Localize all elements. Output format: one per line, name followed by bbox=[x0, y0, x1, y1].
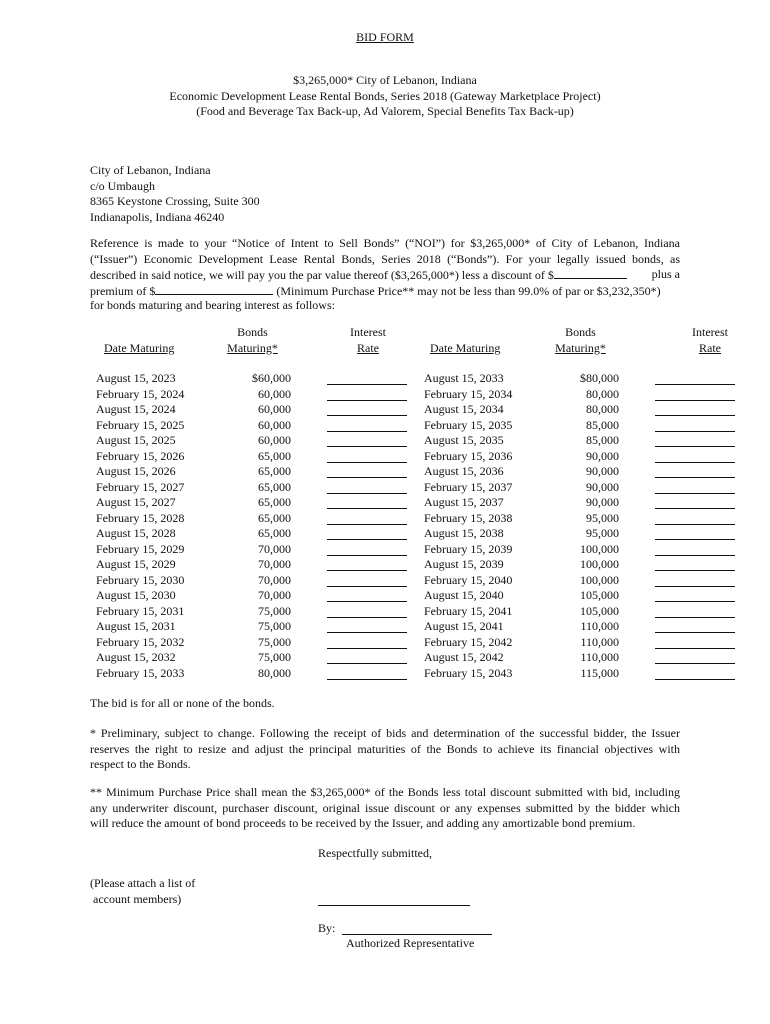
maturity-row bbox=[418, 495, 765, 511]
maturity-amount: 95,000 bbox=[586, 526, 619, 540]
bonds-header-top: Bonds bbox=[565, 325, 596, 339]
subject-line-3: (Food and Beverage Tax Back-up, Ad Valorem, Special Benefits Tax Back-up) bbox=[196, 104, 574, 118]
maturity-date: August 15, 2033 bbox=[424, 371, 504, 385]
maturity-amount: 60,000 bbox=[258, 433, 291, 447]
maturity-rows-right bbox=[418, 371, 765, 681]
maturity-date: February 15, 2031 bbox=[96, 603, 185, 618]
maturity-row bbox=[418, 402, 765, 418]
maturity-amount: $60,000 bbox=[252, 371, 291, 385]
interest-rate-blank[interactable] bbox=[327, 573, 407, 587]
maturity-row bbox=[418, 588, 765, 604]
maturity-row bbox=[90, 650, 437, 666]
discount-blank[interactable] bbox=[554, 267, 627, 279]
footnote-1-line-2: reserves the right to resize and adjust the principal maturities of the Bonds to achieve its financial objectives with bbox=[90, 741, 680, 756]
address-line-2: c/o Umbaugh bbox=[90, 178, 155, 193]
maturity-date: February 15, 2028 bbox=[96, 510, 185, 525]
rate-header-bottom: Rate bbox=[357, 340, 379, 355]
maturity-amount: 65,000 bbox=[258, 510, 291, 525]
interest-rate-blank[interactable] bbox=[655, 418, 735, 432]
interest-rate-blank[interactable] bbox=[327, 619, 407, 633]
maturity-amount: 110,000 bbox=[580, 650, 619, 664]
authorized-representative-label: Authorized Representative bbox=[346, 936, 475, 950]
date-header: Date Maturing bbox=[104, 340, 175, 355]
maturity-amount: 65,000 bbox=[258, 448, 291, 463]
interest-rate-blank[interactable] bbox=[327, 666, 407, 680]
maturity-row bbox=[90, 495, 437, 511]
interest-rate-blank[interactable] bbox=[327, 449, 407, 463]
maturity-date: August 15, 2039 bbox=[424, 557, 504, 571]
reference-line-4-text: premium of $ bbox=[90, 283, 156, 298]
footnote-1-line-1: * Preliminary, subject to change. Following the receipt of bids and determination of the successful bidder, the Issuer bbox=[90, 726, 680, 740]
maturity-amount: 90,000 bbox=[586, 495, 619, 509]
maturity-amount: 100,000 bbox=[580, 572, 619, 587]
bonds-header-bottom: Maturing* bbox=[227, 340, 278, 355]
maturity-date: February 15, 2024 bbox=[96, 386, 185, 401]
maturity-date: February 15, 2041 bbox=[424, 603, 513, 618]
maturity-date: August 15, 2040 bbox=[424, 588, 504, 602]
interest-rate-blank[interactable] bbox=[655, 604, 735, 618]
maturity-row bbox=[418, 604, 765, 620]
date-header: Date Maturing bbox=[430, 340, 501, 355]
all-or-none-statement bbox=[90, 696, 680, 712]
maturity-rows-left bbox=[90, 371, 437, 681]
maturity-row bbox=[418, 619, 765, 635]
interest-rate-blank[interactable] bbox=[655, 511, 735, 525]
maturity-amount: 85,000 bbox=[586, 433, 619, 447]
attach-line-1: (Please attach a list of bbox=[90, 876, 196, 890]
reference-line-3-end: plus a bbox=[651, 267, 680, 281]
interest-rate-blank[interactable] bbox=[327, 387, 407, 401]
interest-rate-blank[interactable] bbox=[655, 402, 735, 416]
maturity-row bbox=[418, 418, 765, 434]
maturity-amount: 80,000 bbox=[586, 402, 619, 416]
interest-rate-blank[interactable] bbox=[327, 557, 407, 571]
maturity-row bbox=[90, 511, 437, 527]
maturity-row bbox=[90, 464, 437, 480]
interest-rate-blank[interactable] bbox=[655, 557, 735, 571]
maturity-amount: 70,000 bbox=[258, 541, 291, 556]
maturity-row bbox=[418, 449, 765, 465]
maturity-amount: 65,000 bbox=[258, 464, 291, 478]
maturity-amount: 70,000 bbox=[258, 557, 291, 571]
interest-rate-blank[interactable] bbox=[327, 402, 407, 416]
maturity-date: February 15, 2040 bbox=[424, 572, 513, 587]
maturity-amount: 100,000 bbox=[580, 541, 619, 556]
maturity-row bbox=[418, 480, 765, 496]
maturity-date: August 15, 2042 bbox=[424, 650, 504, 664]
interest-rate-blank[interactable] bbox=[655, 526, 735, 540]
maturity-row bbox=[90, 666, 437, 682]
maturity-row bbox=[90, 604, 437, 620]
interest-rate-blank[interactable] bbox=[327, 588, 407, 602]
maturity-amount: 70,000 bbox=[258, 572, 291, 587]
maturity-row bbox=[418, 371, 765, 387]
maturity-date: August 15, 2036 bbox=[424, 464, 504, 478]
interest-rate-blank[interactable] bbox=[655, 619, 735, 633]
interest-rate-blank[interactable] bbox=[327, 542, 407, 556]
footnote-1-line-3: respect to the Bonds. bbox=[90, 757, 191, 771]
maturity-amount: $80,000 bbox=[580, 371, 619, 385]
maturity-row bbox=[418, 464, 765, 480]
maturity-amount: 105,000 bbox=[580, 588, 619, 602]
interest-rate-blank[interactable] bbox=[655, 387, 735, 401]
addressee-block bbox=[90, 163, 260, 225]
maturity-date: August 15, 2024 bbox=[96, 402, 176, 416]
interest-rate-blank[interactable] bbox=[327, 433, 407, 447]
interest-rate-blank[interactable] bbox=[655, 573, 735, 587]
maturity-date: August 15, 2041 bbox=[424, 619, 504, 633]
interest-rate-blank[interactable] bbox=[655, 464, 735, 478]
maturity-amount: 75,000 bbox=[258, 650, 291, 664]
maturity-amount: 60,000 bbox=[258, 402, 291, 416]
address-line-4: Indianapolis, Indiana 46240 bbox=[90, 209, 225, 224]
interest-rate-blank[interactable] bbox=[655, 449, 735, 463]
bonds-header-top: Bonds bbox=[237, 325, 268, 339]
maturity-date: August 15, 2037 bbox=[424, 495, 504, 509]
maturity-row bbox=[418, 666, 765, 682]
maturity-date: August 15, 2034 bbox=[424, 402, 504, 416]
maturity-date: August 15, 2032 bbox=[96, 650, 176, 664]
maturity-row bbox=[90, 449, 437, 465]
maturity-date: February 15, 2042 bbox=[424, 634, 513, 649]
maturity-amount: 90,000 bbox=[586, 464, 619, 478]
attach-members-note bbox=[90, 876, 195, 907]
maturity-date: February 15, 2025 bbox=[96, 417, 185, 432]
maturity-row bbox=[418, 573, 765, 589]
maturity-amount: 115,000 bbox=[580, 665, 619, 680]
interest-rate-blank[interactable] bbox=[327, 418, 407, 432]
maturity-amount: 90,000 bbox=[586, 479, 619, 494]
footnote-2-line-3: will reduce the amount of bond proceeds to be received by the Issuer, and adding any amortizable bond premium. bbox=[90, 816, 636, 830]
premium-blank[interactable] bbox=[155, 283, 273, 295]
maturity-date: February 15, 2033 bbox=[96, 665, 185, 680]
maturity-row bbox=[418, 650, 765, 666]
maturity-date: August 15, 2030 bbox=[96, 588, 176, 602]
interest-rate-blank[interactable] bbox=[327, 604, 407, 618]
maturity-date: August 15, 2023 bbox=[96, 371, 176, 385]
subject-line-2: Economic Development Lease Rental Bonds, Series 2018 (Gateway Marketplace Project) bbox=[169, 88, 601, 103]
maturity-amount: 75,000 bbox=[258, 603, 291, 618]
maturity-date: February 15, 2037 bbox=[424, 479, 513, 494]
maturity-row bbox=[90, 480, 437, 496]
interest-rate-blank[interactable] bbox=[327, 635, 407, 649]
interest-rate-blank[interactable] bbox=[327, 526, 407, 540]
maturity-row bbox=[418, 542, 765, 558]
maturity-date: February 15, 2043 bbox=[424, 665, 513, 680]
bidder-name-line[interactable] bbox=[318, 905, 470, 906]
maturity-row bbox=[90, 557, 437, 573]
maturity-row bbox=[418, 526, 765, 542]
maturity-date: February 15, 2029 bbox=[96, 541, 185, 556]
interest-rate-blank[interactable] bbox=[327, 650, 407, 664]
maturity-row bbox=[90, 402, 437, 418]
interest-rate-blank[interactable] bbox=[327, 511, 407, 525]
maturity-date: February 15, 2038 bbox=[424, 510, 513, 525]
reference-line-1: Reference is made to your “Notice of Intent to Sell Bonds” (“NOI”) for $3,265,000* of City of Lebanon, Indiana bbox=[90, 236, 680, 250]
reference-line-3 bbox=[90, 267, 680, 283]
maturity-amount: 110,000 bbox=[580, 619, 619, 633]
maturity-date: August 15, 2028 bbox=[96, 526, 176, 540]
maturity-date: August 15, 2029 bbox=[96, 557, 176, 571]
maturity-row bbox=[90, 542, 437, 558]
maturity-amount: 75,000 bbox=[258, 619, 291, 633]
rate-header-top: Interest bbox=[692, 325, 728, 339]
maturity-date: February 15, 2026 bbox=[96, 448, 185, 463]
maturity-row bbox=[90, 619, 437, 635]
maturity-row bbox=[90, 573, 437, 589]
maturity-date: August 15, 2038 bbox=[424, 526, 504, 540]
maturity-row bbox=[418, 511, 765, 527]
reference-line-4-end: (Minimum Purchase Price** may not be less than 99.0% of par or $3,232,350*) bbox=[276, 283, 661, 298]
reference-line-3-text: described in said notice, we will pay you the par value thereof ($3,265,000*) less a discount of $ bbox=[90, 268, 554, 282]
by-label: By: bbox=[318, 921, 336, 935]
rate-header-top: Interest bbox=[350, 325, 386, 339]
maturity-amount: 105,000 bbox=[580, 603, 619, 618]
bonds-header-bottom: Maturing* bbox=[555, 340, 606, 355]
footnote-preliminary bbox=[90, 726, 680, 773]
maturity-amount: 100,000 bbox=[580, 557, 619, 571]
maturity-amount: 90,000 bbox=[586, 448, 619, 463]
maturity-amount: 65,000 bbox=[258, 479, 291, 494]
maturity-amount: 75,000 bbox=[258, 634, 291, 649]
maturity-date: February 15, 2039 bbox=[424, 541, 513, 556]
maturity-row bbox=[90, 418, 437, 434]
maturity-amount: 85,000 bbox=[586, 417, 619, 432]
interest-rate-blank[interactable] bbox=[655, 433, 735, 447]
bond-subject bbox=[0, 73, 770, 120]
reference-line-5: for bonds maturing and bearing interest as follows: bbox=[90, 298, 335, 312]
interest-rate-blank[interactable] bbox=[655, 666, 735, 680]
maturity-row bbox=[90, 371, 437, 387]
maturity-amount: 70,000 bbox=[258, 588, 291, 602]
maturity-date: August 15, 2026 bbox=[96, 464, 176, 478]
maturity-amount: 95,000 bbox=[586, 510, 619, 525]
reference-line-4 bbox=[90, 283, 680, 299]
maturity-row bbox=[90, 635, 437, 651]
interest-rate-blank[interactable] bbox=[327, 495, 407, 509]
maturity-date: February 15, 2036 bbox=[424, 448, 513, 463]
maturity-date: February 15, 2027 bbox=[96, 479, 185, 494]
interest-rate-blank[interactable] bbox=[327, 371, 407, 385]
maturity-date: February 15, 2034 bbox=[424, 386, 513, 401]
maturity-row bbox=[418, 433, 765, 449]
maturity-amount: 65,000 bbox=[258, 495, 291, 509]
maturity-row bbox=[90, 387, 437, 403]
interest-rate-blank[interactable] bbox=[655, 635, 735, 649]
maturity-amount: 80,000 bbox=[258, 665, 291, 680]
interest-rate-blank[interactable] bbox=[327, 480, 407, 494]
maturity-row bbox=[90, 526, 437, 542]
footnote-2-line-1: ** Minimum Purchase Price shall mean the $3,265,000* of the Bonds less total discount submitted with bid, including bbox=[90, 785, 680, 799]
address-line-3: 8365 Keystone Crossing, Suite 300 bbox=[90, 194, 260, 208]
address-line-1: City of Lebanon, Indiana bbox=[90, 163, 211, 177]
maturity-row bbox=[90, 588, 437, 604]
maturity-date: February 15, 2035 bbox=[424, 417, 513, 432]
respectfully-submitted: Respectfully submitted, bbox=[318, 846, 432, 860]
maturity-amount: 60,000 bbox=[258, 417, 291, 432]
reference-paragraph bbox=[90, 236, 680, 314]
maturity-date: August 15, 2031 bbox=[96, 619, 176, 633]
maturity-amount: 60,000 bbox=[258, 386, 291, 401]
maturity-date: August 15, 2035 bbox=[424, 433, 504, 447]
footnote-minimum-price bbox=[90, 785, 680, 832]
all-or-none-text: The bid is for all or none of the bonds. bbox=[90, 696, 275, 710]
attach-line-2: account members) bbox=[90, 891, 182, 906]
maturity-amount: 65,000 bbox=[258, 526, 291, 540]
reference-line-2: (“Issuer”) Economic Development Lease Rental Bonds, Series 2018 (“Bonds”). For your legally issued bonds, as bbox=[90, 251, 680, 266]
interest-rate-blank[interactable] bbox=[655, 495, 735, 509]
maturity-date: August 15, 2025 bbox=[96, 433, 176, 447]
maturity-row bbox=[418, 557, 765, 573]
maturity-amount: 110,000 bbox=[580, 634, 619, 649]
interest-rate-blank[interactable] bbox=[327, 464, 407, 478]
maturity-table-right bbox=[418, 325, 765, 681]
rate-header-bottom: Rate bbox=[699, 340, 721, 355]
interest-rate-blank[interactable] bbox=[655, 650, 735, 664]
signature-line[interactable] bbox=[342, 934, 492, 935]
interest-rate-blank[interactable] bbox=[655, 588, 735, 602]
interest-rate-blank[interactable] bbox=[655, 371, 735, 385]
maturity-row bbox=[418, 387, 765, 403]
maturity-row bbox=[90, 433, 437, 449]
maturity-date: February 15, 2032 bbox=[96, 634, 185, 649]
page-title: BID FORM bbox=[356, 30, 414, 44]
interest-rate-blank[interactable] bbox=[655, 480, 735, 494]
maturity-date: February 15, 2030 bbox=[96, 572, 185, 587]
maturity-date: August 15, 2027 bbox=[96, 495, 176, 509]
subject-line-1: $3,265,000* City of Lebanon, Indiana bbox=[293, 73, 477, 87]
footnote-2-line-2: any underwriter discount, purchaser discount, original issue discount or any expenses submitted by the bidder which bbox=[90, 800, 680, 815]
maturity-table-left bbox=[90, 325, 437, 681]
maturity-row bbox=[418, 635, 765, 651]
maturity-amount: 80,000 bbox=[586, 386, 619, 401]
interest-rate-blank[interactable] bbox=[655, 542, 735, 556]
